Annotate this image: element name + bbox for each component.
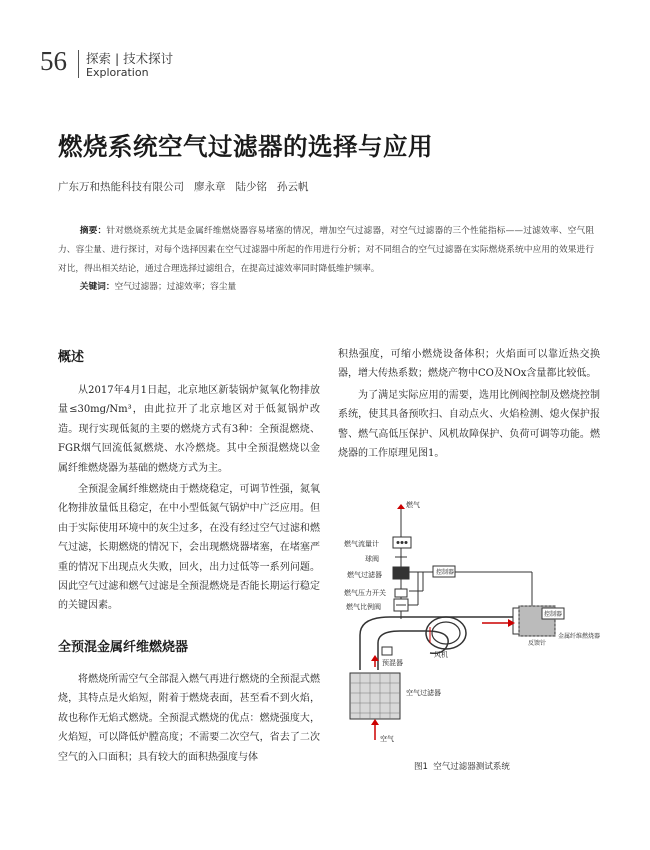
paragraph-intro: 从2017年4月1日起，北京地区新装锅炉氮氧化物排放量≤30mg/Nm³，由此拉开了北京地区对于低氮锅炉改造。现行实现低氮的主要的燃烧方式有3种：全预混燃烧、FGR烟气回流低氮燃烧、水冷燃烧。其中全预混燃烧以金属纤维燃烧器为基础的燃烧方式为主。 bbox=[58, 385, 320, 474]
paragraph-premix-desc: 将燃烧所需空气全部混入燃气再进行燃烧的全预混式燃烧，其特点是火焰短，附着于燃烧表面，甚至看不到火焰，故也称作无焰式燃烧。全预混式燃烧的优点：燃烧强度大，火焰短，可以降低炉膛高度；不需要二次空气，省去了二次空气的入口面积；具有较大的面积热强度与体 bbox=[58, 674, 320, 763]
heading-overview: 概述 bbox=[58, 350, 85, 365]
label-gas-proportional-valve: 燃气比例阀 bbox=[346, 603, 381, 611]
keywords-text: 空气过滤器；过滤效率；容尘量 bbox=[114, 282, 237, 292]
label-fan: 风机 bbox=[434, 651, 448, 659]
burner-flange bbox=[513, 608, 519, 634]
left-column-body-1 bbox=[58, 381, 320, 616]
article-title: 燃烧系统空气过滤器的选择与应用 bbox=[58, 132, 433, 161]
label-premixer: 预混器 bbox=[382, 659, 403, 667]
section-label-cn: 探索 | 技术探讨 bbox=[86, 51, 174, 66]
paragraph-control-system: 为了满足实际应用的需要，选用比例阀控制及燃烧控制系统，使其具备预吹扫、自动点火、火焰检测、熄火保护报警、燃气高低压保护、风机故障保护、负荷可调等功能。燃烧器的工作原理见图1。 bbox=[338, 389, 600, 460]
gas-arrow-icon bbox=[397, 504, 405, 509]
paragraph-continued: 积热强度，可缩小燃烧设备体积；火焰面可以靠近热交换器，增大传热系数；燃烧产物中CO及NOx含量都比较低。 bbox=[338, 349, 600, 380]
label-air: 空气 bbox=[380, 735, 394, 743]
article-authors: 广东万和热能科技有限公司 廖永章 陆少铭 孙云帆 bbox=[58, 181, 309, 193]
premixer-box bbox=[382, 647, 392, 655]
air-filter-box bbox=[350, 673, 400, 719]
page-number: 56 bbox=[40, 46, 67, 76]
figure-air-filter-test-system bbox=[330, 495, 610, 750]
right-column-body bbox=[338, 345, 600, 463]
label-gas-filter: 燃气过滤器 bbox=[347, 571, 382, 579]
keywords bbox=[58, 280, 236, 292]
label-gas-pressure-switch: 燃气压力开关 bbox=[344, 589, 386, 597]
label-air-filter: 空气过滤器 bbox=[406, 689, 441, 697]
air-arrow-icon bbox=[371, 719, 379, 725]
label-metal-fiber-burner: 金属纤维燃烧器 bbox=[558, 633, 601, 640]
figure-caption: 图1 空气过滤器测试系统 bbox=[414, 762, 510, 772]
left-column-body-2 bbox=[58, 670, 320, 767]
label-controller-top: 控制器 bbox=[436, 569, 455, 576]
abstract bbox=[58, 222, 594, 279]
paragraph-premix-issue: 全预混金属纤维燃烧由于燃烧稳定，可调节性强，氮氧化物排放量低且稳定，在中小型低氮气锅炉中广泛应用。但由于实际使用环境中的灰尘过多，在没有经过空气过滤和燃气过滤，长期燃烧的情况下，会出现燃烧器堵塞，在堵塞严重的情况下出现点火失败，回火，出力过低等一系列问题。因此空气过滤和燃气过滤是全预混燃烧是否能长期运行稳定的关键因素。 bbox=[58, 484, 320, 612]
heading-premix-burner: 全预混金属纤维燃烧器 bbox=[58, 640, 189, 655]
abstract-label: 摘要： bbox=[79, 226, 107, 236]
section-label-en: Exploration bbox=[86, 66, 149, 79]
gas-filter-box bbox=[393, 567, 409, 579]
abstract-text: 针对燃烧系统尤其是金属纤维燃烧器容易堵塞的情况，增加空气过滤器，对空气过滤器的三个性能指标——过滤效率、空气阻力、容尘量、进行探讨，对每个选择因素在空气过滤器中所起的作用进行分析；对不同组合的空气过滤器在实际燃烧系统中应用的效果进行对比，得出相关结论，通过合理选择过滤组合，在提高过滤效率同时降低维护频率。 bbox=[58, 226, 595, 274]
label-ball-valve: 球阀 bbox=[365, 555, 379, 563]
keywords-label: 关键词： bbox=[79, 282, 115, 292]
pressure-switch-box bbox=[395, 589, 407, 597]
header-divider bbox=[78, 50, 79, 78]
label-controller-right: 控制器 bbox=[544, 611, 563, 618]
label-gas: 燃气 bbox=[406, 501, 420, 509]
label-feedback-probe: 反馈针 bbox=[528, 640, 547, 647]
label-gas-flowmeter: 燃气流量计 bbox=[344, 540, 379, 548]
